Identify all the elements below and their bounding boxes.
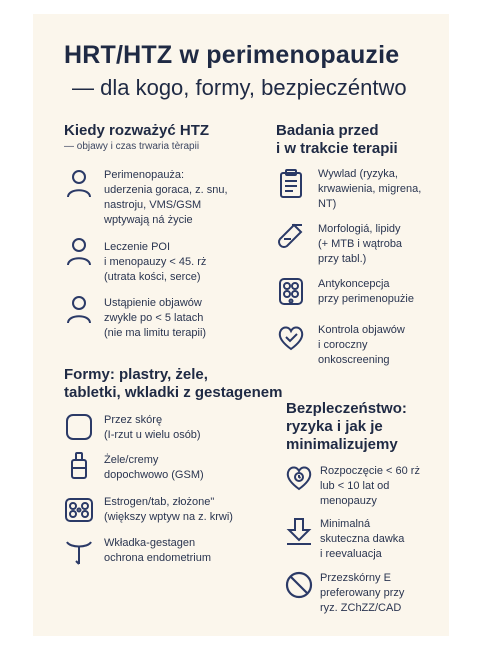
heart-check-icon: [276, 322, 306, 352]
forms-item-1: Przez skórę (I-rzut u wielu osób): [104, 414, 201, 441]
tablets-icon: [64, 495, 94, 525]
when-subheading: — objawy i czas trwaria tèrapii: [64, 141, 200, 152]
heart-clock-icon: [284, 462, 314, 492]
tests-item-3: Antykoncepcja przy perimenopużie: [318, 278, 414, 305]
person-icon: [64, 294, 94, 324]
safety-item-1: Rozpoczęcie < 60 rż lub < 10 lat od menopauzy: [320, 465, 420, 507]
when-item-1: Perimenopauża: uderzenia goraca, z. snu, nastroju, VMS/GSM wptywają ná życie: [104, 169, 228, 226]
clipboard-icon: [276, 168, 306, 198]
tests-item-4: Kontrola objawów i coroczny onkoscreening: [318, 324, 405, 366]
person-icon: [64, 236, 94, 266]
when-heading: Kiedy rozważyć HTZ: [64, 122, 210, 139]
safety-heading-line3: minimalizujemy: [286, 436, 398, 453]
safety-heading-line2: ryzyka i jak je: [286, 418, 383, 435]
safety-item-3: Przezskórny E preferowany przy ryz. ZChZZ/CAD: [320, 572, 405, 614]
forms-heading-line1: Formy: plastry, żele,: [64, 366, 208, 383]
test-tube-icon: [276, 222, 306, 252]
page-subtitle: — dla kogo, formy, bezpieczéntwo: [72, 75, 407, 100]
forms-item-3: Estrogen/tab, złożone" (większy wptyw na z. krwi): [104, 496, 233, 523]
tests-heading-line1: Badania przed: [276, 122, 379, 139]
when-item-2: Leczenie POI i menopauzy < 45. rż (utrata kości, serce): [104, 241, 207, 283]
pill-pack-icon: [276, 276, 306, 306]
person-icon: [64, 168, 94, 198]
forms-item-2: Żele/cremy dopochwowo (GSM): [104, 454, 204, 481]
tests-item-1: Wywlad (ryzyka, krwawienia, migrena, NT): [318, 168, 422, 210]
iud-icon: [64, 536, 94, 566]
forms-heading-line2: tabletki, wkladki z gestagenem: [64, 384, 283, 401]
page-title: HRT/HTZ w perimenopauzie: [64, 41, 400, 69]
patch-icon: [64, 412, 94, 442]
no-sign-icon: [284, 570, 314, 600]
forms-item-4: Wkładka-gestagen ochrona endometrium: [104, 537, 212, 564]
tests-heading-line2: i w trakcie terapii: [276, 140, 398, 157]
dose-down-icon: [284, 516, 314, 546]
safety-heading-line1: Bezpleczeństwo:: [286, 400, 407, 417]
when-item-3: Ustąpienie objawów zwykle po < 5 latach (nie ma limitu terapii): [104, 297, 207, 339]
tests-item-2: Morfologiá, lipidy (+ MTB i wątroba przy tabl.): [318, 223, 403, 265]
gel-tube-icon: [64, 450, 94, 480]
safety-item-2: Minimalná skuteczna dawka i reevaluacja: [320, 518, 405, 560]
